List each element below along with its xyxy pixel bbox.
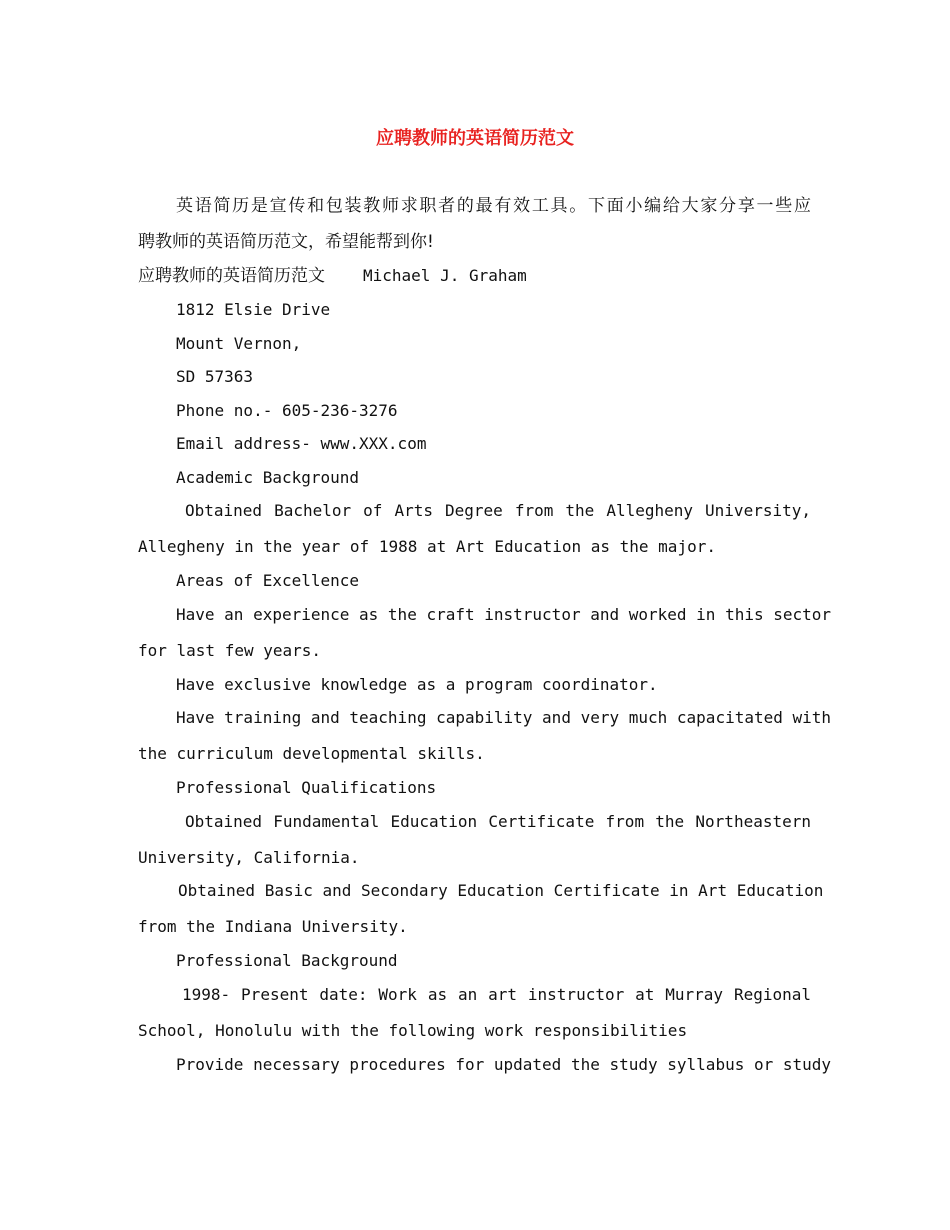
background-1-line-2: School, Honolulu with the following work responsibilities [138,1021,688,1040]
academic-heading: Academic Background [176,468,360,487]
qualification-1-line-1: Obtained Fundamental Education Certificate from the Northeastern [185,812,811,831]
address-email: Email address- www.XXX.com [176,434,427,453]
background-1-line-1: 1998- Present date: Work as an art instructor at Murray Regional [182,985,811,1004]
excellence-3-line-1: Have training and teaching capability and very much capacitated with [176,708,832,727]
address-city: Mount Vernon, [176,334,302,353]
qualifications-heading: Professional Qualifications [176,778,437,797]
intro-line-1: 英语简历是宣传和包装教师求职者的最有效工具。下面小编给大家分享一些应 [176,196,811,216]
background-2-line-1: Provide necessary procedures for updated the study syllabus or study [176,1055,832,1074]
academic-line-1: Obtained Bachelor of Arts Degree from the Allegheny University, [185,501,811,520]
page-title: 应聘教师的英语简历范文 [376,128,574,149]
excellence-1-line-2: for last few years. [138,641,322,660]
excellence-2: Have exclusive knowledge as a program coordinator. [176,675,658,694]
candidate-name: Michael J. Graham [363,266,527,285]
address-street: 1812 Elsie Drive [176,300,331,319]
excellence-1-line-1: Have an experience as the craft instructor and worked in this sector [176,605,832,624]
qualification-2-line-1: Obtained Basic and Secondary Education Certificate in Art Education [178,881,824,900]
background-heading: Professional Background [176,951,398,970]
qualification-1-line-2: University, California. [138,848,360,867]
heading-cn: 应聘教师的英语简历范文 [138,266,325,286]
academic-line-2: Allegheny in the year of 1988 at Art Education as the major. [138,537,716,556]
excellence-3-line-2: the curriculum developmental skills. [138,744,485,763]
excellence-heading: Areas of Excellence [176,571,360,590]
address-state-zip: SD 57363 [176,367,254,386]
intro-line-2: 聘教师的英语简历范文，希望能帮到你! [138,232,434,252]
qualification-2-line-2: from the Indiana University. [138,917,408,936]
heading-line [138,266,527,286]
address-phone: Phone no.- 605-236-3276 [176,401,398,420]
